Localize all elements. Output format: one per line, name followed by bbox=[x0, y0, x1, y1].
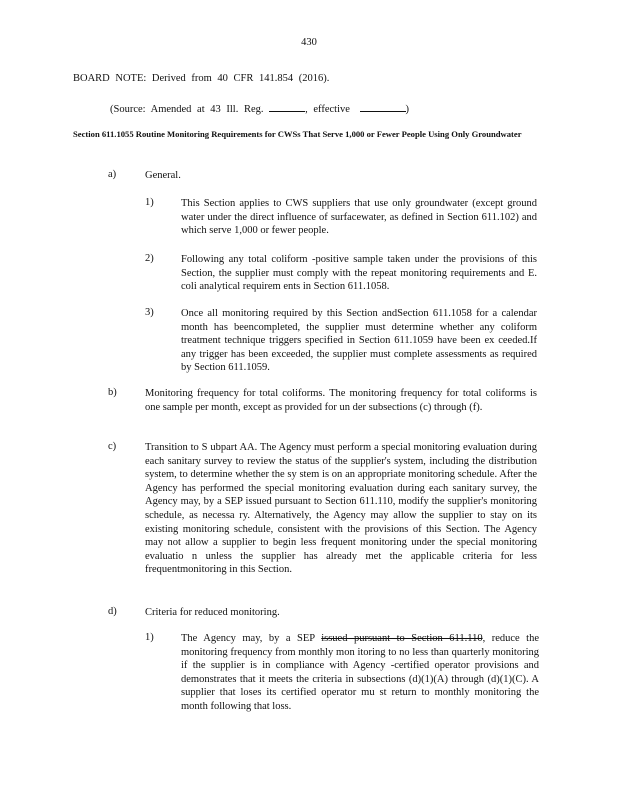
source-note bbox=[110, 101, 409, 115]
page-number: 430 bbox=[301, 37, 317, 48]
section-heading: Section 611.1055 Routine Monitoring Requirements for CWSs That Serve 1,000 or Fewer People Using Only Groundwater bbox=[73, 129, 522, 139]
subsection-a3-text: Once all monitoring required by this Section andSection 611.1058 for a calendar month has beencompleted, the supplier must determine whether any coliform treatment technique triggers specified in Section 611.1059 have been ex ceeded.If any trigger has been exceeded, the supplier must complete assessments as required by Section 611.1059. bbox=[181, 308, 537, 374]
subsection-c-label: c) bbox=[108, 441, 117, 452]
struck-text: issued pursuant to Section 611.110 bbox=[321, 633, 483, 644]
source-middle: , effective bbox=[305, 104, 350, 115]
subsection-d-text: Criteria for reduced monitoring. bbox=[145, 607, 280, 618]
subsection-a-label: a) bbox=[108, 169, 117, 180]
subsection-b-text: Monitoring frequency for total coliforms. The monitoring frequency for total coliforms is one sample per month, except as provided for un der subsections (c) through (f). bbox=[145, 388, 537, 413]
subsection-d1-text bbox=[181, 632, 539, 714]
board-note: BOARD NOTE: Derived from 40 CFR 141.854 (2016). bbox=[73, 73, 330, 84]
subsection-b-label: b) bbox=[108, 387, 117, 398]
source-prefix: (Source: Amended at 43 Ill. Reg. bbox=[110, 104, 264, 115]
register-blank bbox=[269, 101, 305, 112]
subsection-d-label: d) bbox=[108, 606, 117, 617]
subsection-c-text: Transition to S ubpart AA. The Agency must perform a special monitoring evaluation during each sanitary survey to review the status of the supplier's system, including the distribution system, to determine whether the sy stem is on an appropriate monitoring schedule. After the Agency has performed the special monitoring evaluation during each sanitary survey, the Agency may, by a SEP issued pursuant to Section 611.110, modify the supplier's monitoring schedule, as necessa ry. Alternatively, the Agency may allow the supplier to stay on its existing monitoring schedule, consistent with the provisions of this Section. The Agency may not allow a supplier to begin less frequent monitoring under the special monitoring evaluatio n unless the supplier has already met the applicable criteria for less frequentmonitoring in this Section. bbox=[145, 442, 537, 576]
subsection-d1-label: 1) bbox=[145, 632, 154, 643]
subsection-a1-label: 1) bbox=[145, 197, 154, 208]
subsection-d1-text-before: The Agency may, by a SEP bbox=[181, 633, 322, 644]
subsection-a1-text: This Section applies to CWS suppliers that use only groundwater (except ground water under the direct influence of surfacewater, as defined in Section 611.102) and which serve 1,000 or fewer people. bbox=[181, 198, 537, 237]
subsection-a3-label: 3) bbox=[145, 307, 154, 318]
effective-date-blank bbox=[360, 101, 406, 112]
source-suffix: ) bbox=[405, 104, 410, 115]
subsection-d1-text-after: , reduce the monitoring frequency from monthly mon itoring to no less than quarterly monitoring if the supplier is in compliance with Agency -certified operator provisions and demonstrates that it meets the criteria in subsections (d)(1)(A) through (d)(1)(C). A supplier that loses its certified operator mu st return to monthly monitoring the month following that loss. bbox=[181, 633, 539, 712]
subsection-a2-text: Following any total coliform -positive sample taken under the provisions of this Section, the supplier must comply with the repeat monitoring requirements and E. coli analytical requirem ents in Section 611.1058. bbox=[181, 254, 537, 293]
subsection-a-text: General. bbox=[145, 170, 181, 181]
subsection-a2-label: 2) bbox=[145, 253, 154, 264]
